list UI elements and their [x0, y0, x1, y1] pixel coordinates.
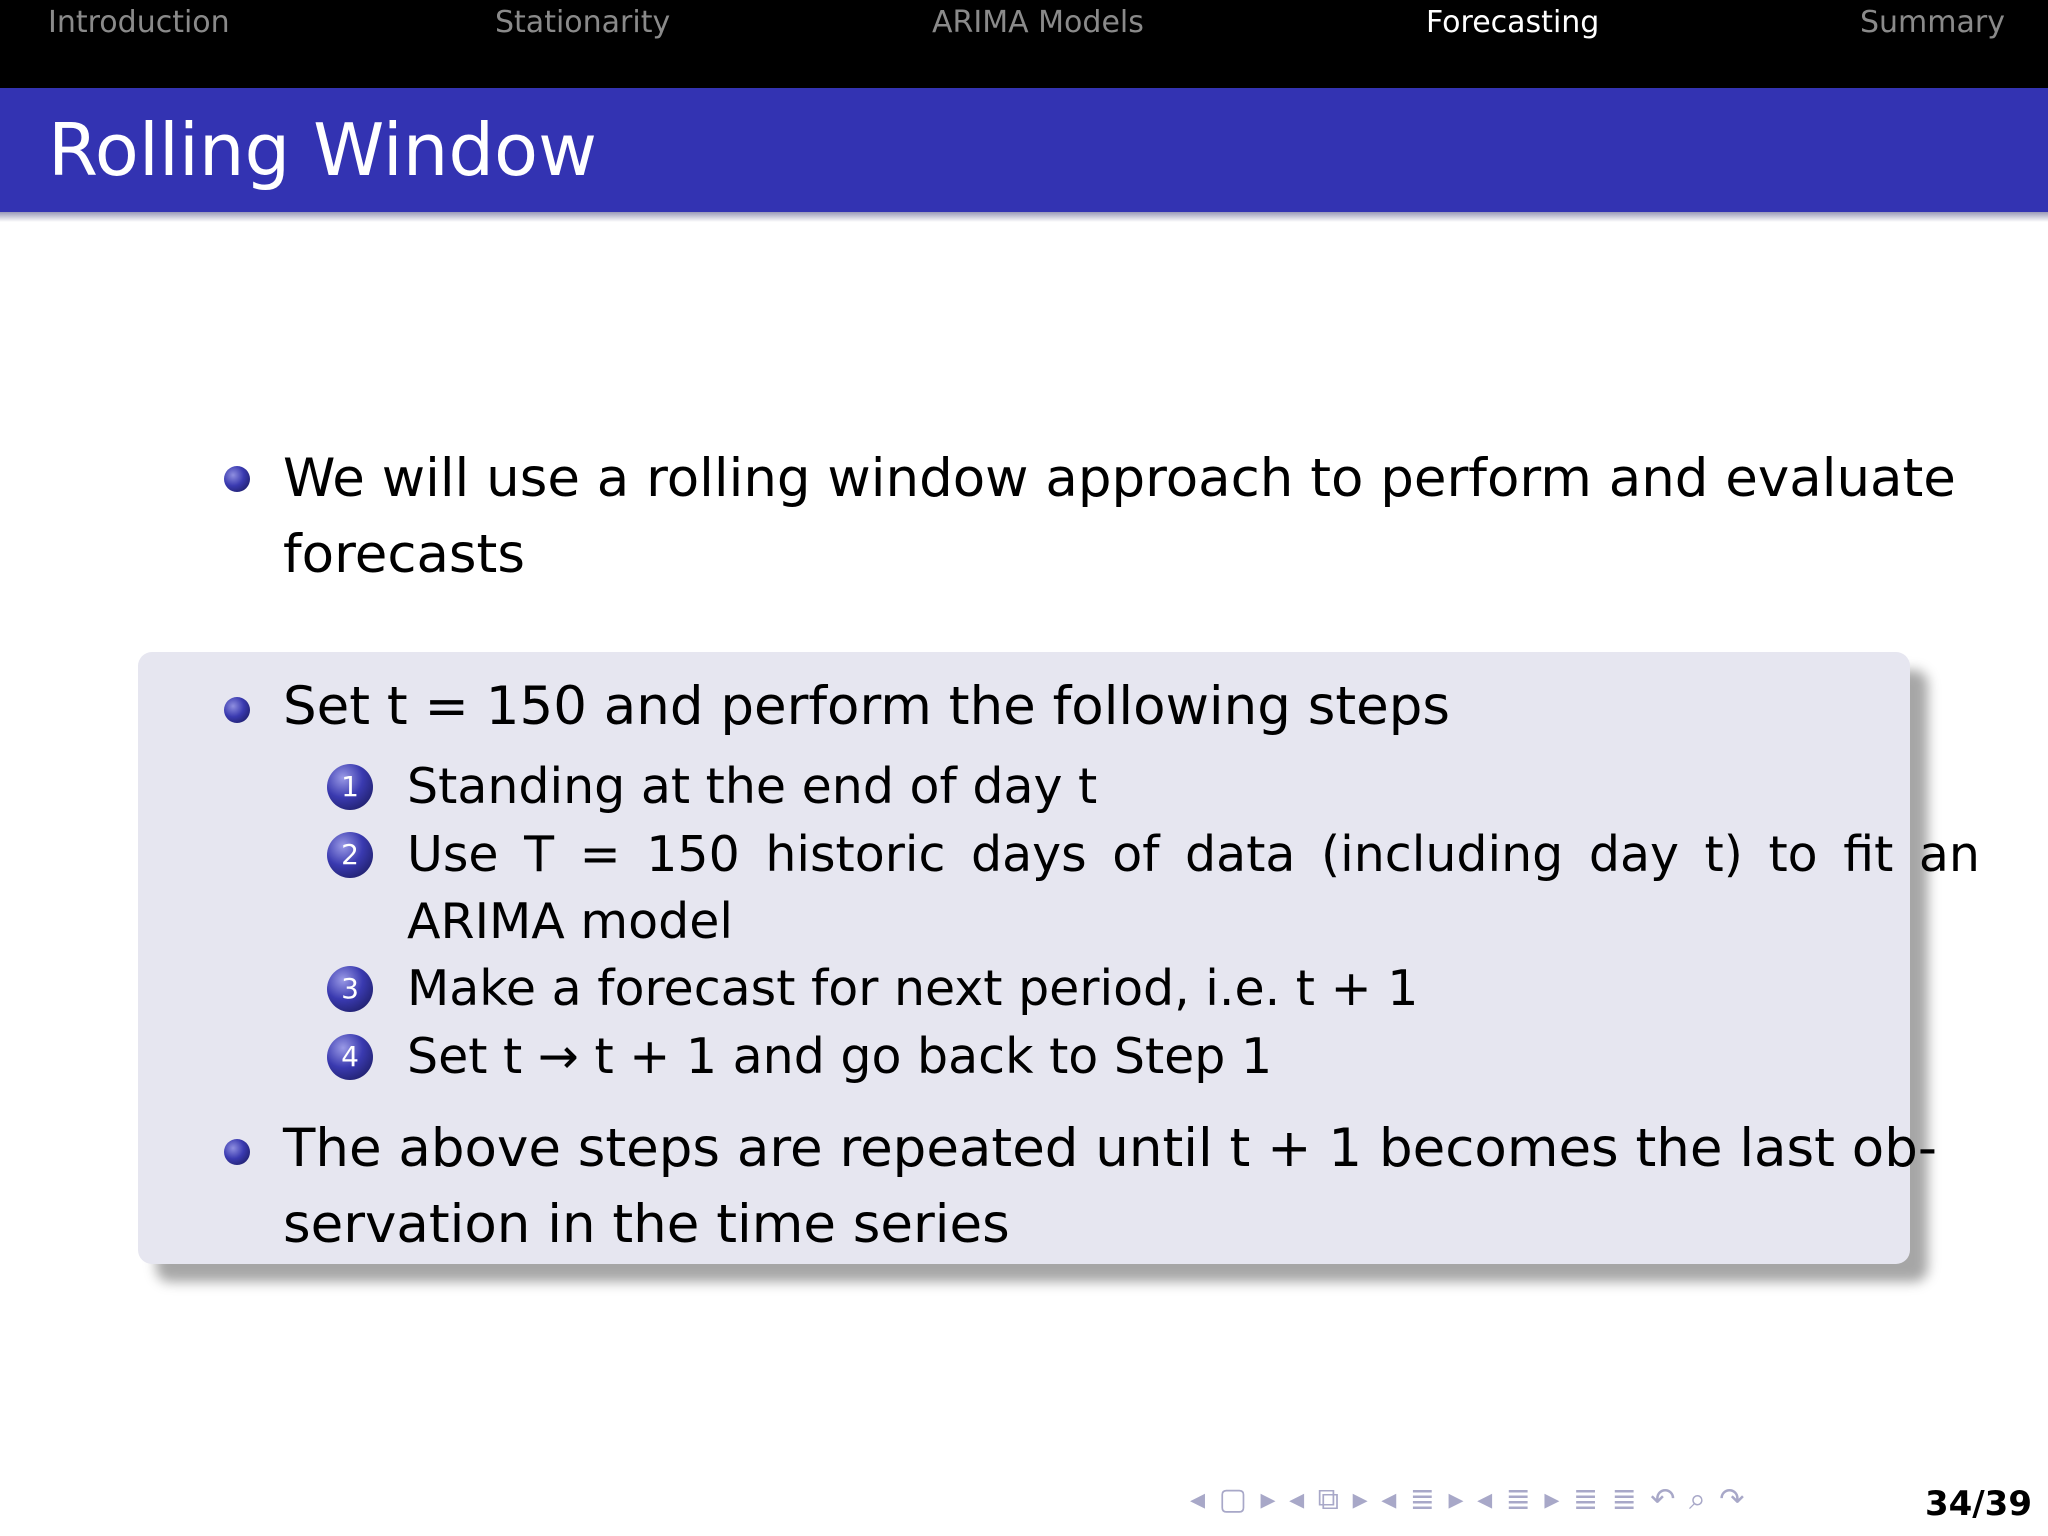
page-indicator: 34/39	[1924, 1484, 2032, 1524]
step-2-text-line1: Use T = 150 historic days of data (including day t) to fit an	[407, 826, 1980, 883]
step-3-text: Make a forecast for next period, i.e. t + 1	[407, 960, 1419, 1017]
nav-section-summary[interactable]: Summary	[1860, 5, 2005, 40]
intro-bullet-line2: forecasts	[283, 524, 525, 585]
step-number-icon: 2	[327, 832, 373, 878]
step-1-text: Standing at the end of day t	[407, 758, 1098, 815]
step-2-text-line2: ARIMA model	[407, 893, 733, 950]
block-bullet-set-t: Set t = 150 and perform the following steps	[283, 676, 1450, 737]
frame-title: Rolling Window	[48, 108, 597, 192]
step-number-icon: 4	[327, 1034, 373, 1080]
beamer-navigation-icons[interactable]: ◂ ▢ ▸ ◂ ⧉ ▸ ◂ ≣ ▸ ◂ ≣ ▸ ≣ ≣ ↶ ⌕ ↷	[1190, 1482, 1747, 1517]
step-number-icon: 3	[327, 966, 373, 1012]
step-4-text: Set t → t + 1 and go back to Step 1	[407, 1028, 1273, 1085]
intro-bullet-line1: We will use a rolling window approach to perform and evaluate	[283, 448, 1956, 509]
section-navbar	[0, 0, 2048, 88]
nav-section-introduction[interactable]: Introduction	[48, 5, 230, 40]
block-bullet-repeat-line2: servation in the time series	[283, 1194, 1010, 1255]
nav-section-stationarity[interactable]: Stationarity	[495, 5, 671, 40]
bullet-icon	[224, 697, 250, 723]
nav-section-arima-models[interactable]: ARIMA Models	[932, 5, 1144, 40]
bullet-icon	[224, 1139, 250, 1165]
step-number-icon: 1	[327, 764, 373, 810]
bullet-icon	[224, 466, 250, 492]
block-bullet-repeat-line1: The above steps are repeated until t + 1 becomes the last ob-	[283, 1118, 1937, 1179]
nav-section-forecasting[interactable]: Forecasting	[1426, 5, 1600, 40]
title-bar-shadow	[0, 212, 2048, 222]
